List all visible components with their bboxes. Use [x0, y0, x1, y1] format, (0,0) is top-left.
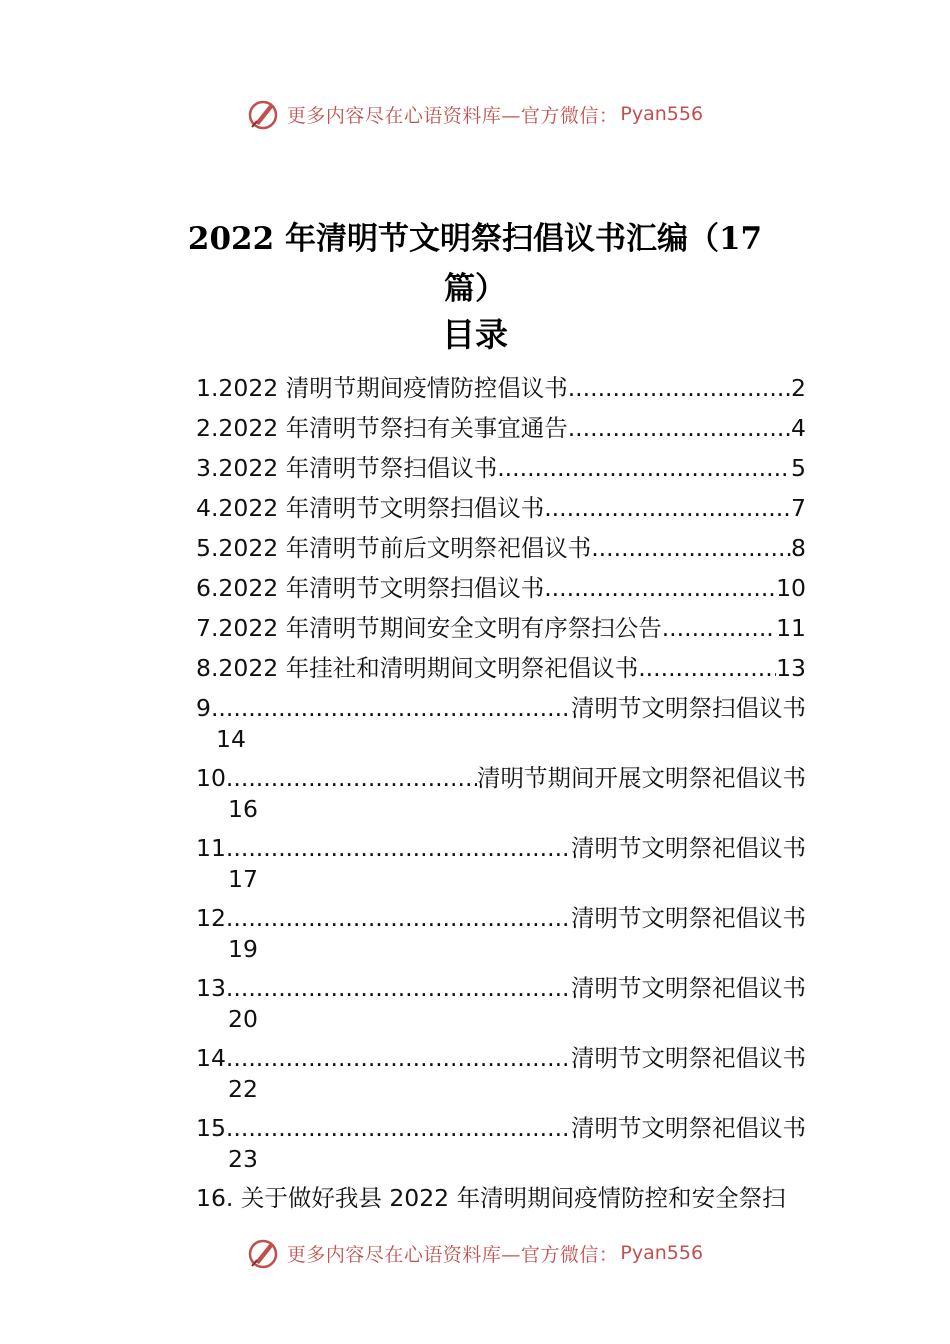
toc-entry-page: 22 [228, 1075, 258, 1103]
toc-leader-dots [591, 528, 791, 568]
toc-entry[interactable] [196, 448, 806, 488]
toc-entry-partial[interactable]: 16. 关于做好我县 2022 年清明期间疫情防控和安全祭扫 [196, 1184, 786, 1212]
toc-entry-number: 15 [196, 1114, 226, 1142]
toc-entry-number: 11 [196, 834, 226, 862]
toc-entry-wrapped[interactable] [196, 758, 806, 828]
document-title [150, 214, 800, 314]
toc-entry[interactable] [196, 368, 806, 408]
footer-watermark-banner [0, 1233, 950, 1273]
toc-leader-dots [226, 1038, 571, 1078]
toc-entry-label: 3.2022 年清明节祭扫倡议书 [196, 454, 498, 482]
banner-wechat-id: Pyan556 [620, 1242, 704, 1264]
toc-entry-page: 14 [216, 725, 246, 753]
quill-logo-icon [247, 1236, 281, 1270]
toc-entry[interactable] [196, 528, 806, 568]
toc-entry-label: 5.2022 年清明节前后文明祭祀倡议书 [196, 534, 592, 562]
toc-entry-page: 13 [776, 654, 806, 682]
toc-entry-page: 20 [228, 1005, 258, 1033]
title-year: 2022 [187, 221, 275, 257]
toc-entry-page: 2 [791, 374, 806, 402]
toc-entry[interactable] [196, 608, 806, 648]
toc-leader-dots [226, 758, 477, 798]
toc-entry[interactable] [196, 488, 806, 528]
toc-entry-page: 7 [791, 494, 806, 522]
toc-leader-dots [211, 688, 571, 728]
banner-text: 更多内容尽在心语资料库—官方微信： [286, 104, 619, 127]
toc-entry-page: 19 [228, 935, 258, 963]
title-count: 17 [718, 221, 763, 257]
toc-leader-dots [568, 408, 791, 448]
toc-leader-dots [226, 898, 571, 938]
quill-logo-icon [247, 97, 281, 131]
header-watermark-banner [0, 94, 950, 134]
title-line2: 篇） [444, 271, 506, 307]
toc-entry-label: 清明节文明祭祀倡议书 [571, 834, 806, 862]
table-of-contents [196, 368, 806, 1218]
toc-entry-wrapped[interactable] [196, 898, 806, 968]
title-line1: 年清明节文明祭扫倡议书汇编（ [284, 221, 719, 257]
toc-entry-label: 8.2022 年挂社和清明期间文明祭祀倡议书 [196, 654, 639, 682]
toc-entry-label: 清明节文明祭祀倡议书 [571, 904, 806, 932]
toc-entry-page: 4 [791, 414, 806, 442]
toc-entry[interactable] [196, 648, 806, 688]
toc-entry-page: 17 [228, 865, 258, 893]
toc-entry[interactable] [196, 568, 806, 608]
toc-entry-label: 4.2022 年清明节文明祭扫倡议书 [196, 494, 545, 522]
toc-entry-number: 14 [196, 1044, 226, 1072]
toc-leader-dots [226, 968, 571, 1008]
toc-entry-label: 清明节文明祭祀倡议书 [571, 1044, 806, 1072]
toc-entry-label: 清明节文明祭祀倡议书 [571, 974, 806, 1002]
toc-heading: 目录 [442, 315, 508, 354]
toc-entry-page: 5 [791, 454, 806, 482]
toc-entry-label: 2.2022 年清明节祭扫有关事宜通告 [196, 414, 568, 442]
toc-entry-label: 7.2022 年清明节期间安全文明有序祭扫公告 [196, 614, 662, 642]
toc-entry-label: 清明节文明祭祀倡议书 [571, 1114, 806, 1142]
toc-leader-dots [497, 448, 791, 488]
toc-leader-dots [662, 608, 776, 648]
toc-entry-page: 8 [791, 534, 806, 562]
toc-entry-wrapped[interactable] [196, 1108, 806, 1178]
toc-entry-wrapped[interactable] [196, 828, 806, 898]
toc-entry-wrapped[interactable] [196, 1038, 806, 1108]
toc-entry-number: 12 [196, 904, 226, 932]
toc-entry-page: 23 [228, 1145, 258, 1173]
toc-leader-dots [544, 568, 776, 608]
toc-entry-wrapped[interactable] [196, 688, 806, 758]
banner-text: 更多内容尽在心语资料库—官方微信： [286, 1243, 619, 1266]
toc-entry-page: 11 [776, 614, 806, 642]
toc-leader-dots [544, 488, 791, 528]
toc-entry-number: 10 [196, 764, 226, 792]
toc-leader-dots [226, 828, 571, 868]
banner-wechat-id: Pyan556 [620, 103, 704, 125]
toc-leader-dots [568, 368, 791, 408]
toc-entry-page: 10 [776, 574, 806, 602]
toc-entry-label: 6.2022 年清明节文明祭扫倡议书 [196, 574, 545, 602]
toc-entry-number: 13 [196, 974, 226, 1002]
toc-entry[interactable] [196, 408, 806, 448]
toc-entry-label: 清明节期间开展文明祭祀倡议书 [477, 764, 806, 792]
toc-entry-label: 1.2022 清明节期间疫情防控倡议书 [196, 374, 568, 402]
toc-entry-wrapped[interactable] [196, 968, 806, 1038]
toc-entry-label: 清明节文明祭扫倡议书 [571, 694, 806, 722]
toc-leader-dots [638, 648, 776, 688]
toc-entry-number: 9 [196, 694, 211, 722]
toc-entry-page: 16 [228, 795, 258, 823]
toc-leader-dots [226, 1108, 571, 1148]
